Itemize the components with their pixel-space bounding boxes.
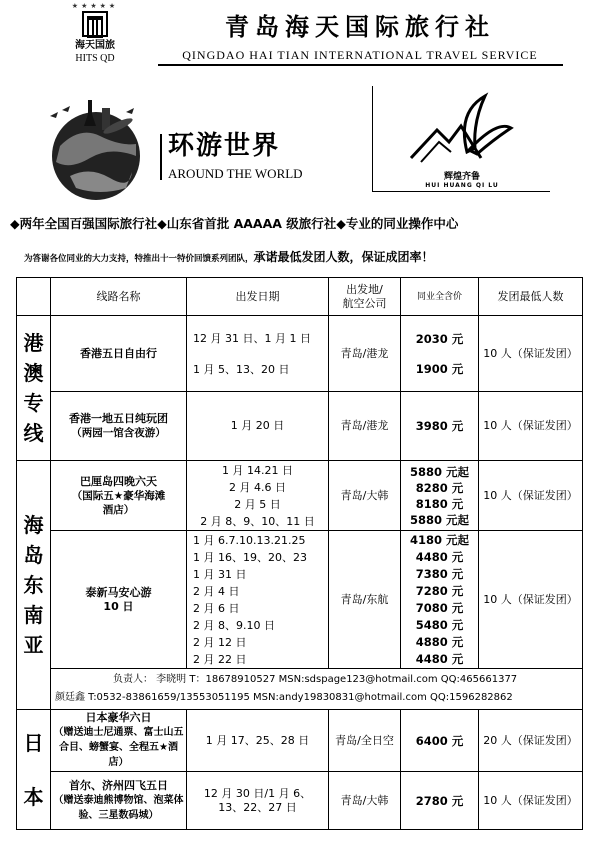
route-dates: 1 月 20 日 [187,392,329,461]
category-char: 澳 [23,361,44,385]
route-min: 10 人（保证发团） [479,772,583,830]
route-dates [187,772,329,830]
route-price [401,710,479,772]
route-subtitle: 酒店） [102,503,135,516]
banner-title-en: AROUND THE WORLD [168,166,303,181]
slogan-line: ◆两年全国百强国际旅行社◆山东省首批 AAAAA 级旅行社◆专业的同业操作中心 [10,216,459,231]
route-min: 10 人（保证发团） [479,461,583,531]
route-price [401,772,479,830]
contact-row [17,669,583,710]
contact-line: 颜廷鑫 T:0532-83861659/13553051195 MSN:andy19830831@hotmail.com QQ:1596282862 [55,692,513,703]
price-line: 5880 元起 [409,464,469,479]
category-char: 线 [23,421,44,445]
category-char: 专 [23,391,44,415]
table-row [17,392,583,461]
price-line: 6400 元 [415,733,464,748]
price-line: 4480 元 [415,549,464,564]
route-price [401,461,479,531]
header-origin-line1: 出发地/ [346,282,383,296]
date-line: 1 月 16、19、20、23 [193,550,307,564]
route-name [51,316,187,392]
price-line: 4480 元 [415,651,464,666]
date-line: 12 月 31 日、1 月 1 日 [193,331,311,345]
globe-icon [40,96,152,202]
category-char: 亚 [23,633,44,657]
route-origin: 青岛/港龙 [329,392,401,461]
route-origin: 青岛/大韩 [329,772,401,830]
date-line: 2 月 5 日 [234,497,281,511]
date-line: 2 月 8、9.10 日 [193,618,275,632]
partner-logo [372,86,550,192]
date-line: 1 月 14.21 日 [222,463,293,477]
banner-divider [160,134,162,180]
route-subtitle: （赠送迪士尼通票、富士山五合目、螃蟹宴、全程五★酒店） [53,727,184,768]
header-cat [17,278,51,316]
date-line: 1 月 31 日 [193,567,247,581]
date-line: 13、22、27 日 [218,800,297,814]
price-line: 7280 元 [415,583,464,598]
date-line: 2 月 8、9、10、11 日 [200,514,315,528]
category-char: 海 [23,513,44,537]
date-line: 2 月 4.6 日 [229,480,286,494]
price-line: 7080 元 [415,600,464,615]
route-title: 泰新马安心游 [85,585,152,599]
date-line: 1 月 5、13、20 日 [193,362,290,376]
price-line: 4880 元 [415,634,464,649]
route-title: 首尔、济州四飞五日 [69,778,168,792]
partner-name-en: HUI HUANG QI LU [425,182,499,189]
category-char: 南 [23,603,44,627]
route-name [51,531,187,669]
company-name-en: QINGDAO HAI TIAN INTERNATIONAL TRAVEL SERVICE [182,48,538,62]
butterfly-mountain-icon [407,92,517,168]
header-dates: 出发日期 [187,278,329,316]
route-title: 香港一地五日纯玩团 [69,412,168,425]
route-dates [187,461,329,531]
contact-line: 负责人： 李晓明 T：18678910527 MSN:sdspage123@hotmail.com QQ:465661377 [113,674,518,685]
tour-table [16,277,583,830]
category-sea [17,461,51,710]
contact-cell [51,669,583,710]
price-line: 8180 元 [415,496,464,511]
price-line: 5880 元起 [409,512,469,527]
header-min: 发团最低人数 [479,278,583,316]
route-price [401,316,479,392]
logo-stars: ★★★★★ [71,2,119,10]
price-line: 5480 元 [415,617,464,632]
price-line: 8280 元 [415,480,464,495]
route-price [401,392,479,461]
route-min: 10 人（保证发团） [479,316,583,392]
category-char: 本 [23,784,44,809]
route-min: 10 人（保证发团） [479,392,583,461]
notice-promise: 承诺最低发团人数，保证成团率！ [253,250,434,264]
notice-line [24,248,594,267]
logo-cn-text: 海天国旅 [75,40,115,51]
route-dates: 1 月 17、25、28 日 [187,710,329,772]
category-char: 日 [23,730,44,755]
route-title: 巴厘岛四晚六天 [80,474,157,488]
route-title: 香港五日自由行 [80,346,157,360]
route-name [51,710,187,772]
category-char: 东 [23,573,44,597]
route-name [51,392,187,461]
route-subtitle: 10 日 [103,599,134,613]
route-subtitle: （两园一馆含夜游） [71,427,166,439]
route-title: 日本豪华六日 [85,711,152,724]
category-jp [17,710,51,830]
table-row [17,772,583,830]
company-name-cn: 青岛海天国际旅行社 [225,12,495,41]
table-row [17,710,583,772]
table-row [17,316,583,392]
banner-title-cn: 环游世界 [168,131,281,161]
route-subtitle: （国际五★豪华海滩 [71,489,166,502]
route-name [51,772,187,830]
date-line: 12 月 30 日/1 月 6、 [203,786,312,800]
price-line: 2030 元 [415,331,464,346]
header-price: 同业全含价 [401,278,479,316]
route-origin: 青岛/东航 [329,531,401,669]
route-subtitle: （赠送泰迪熊博物馆、泡菜体验、三星数码城） [53,794,184,821]
header-divider [158,64,563,66]
logo-en-text: HITS QD [75,53,115,64]
route-min: 20 人（保证发团） [479,710,583,772]
route-origin: 青岛/港龙 [329,316,401,392]
date-line: 2 月 4 日 [193,584,240,598]
category-hk [17,316,51,461]
table-row [17,531,583,669]
category-char: 岛 [23,543,44,567]
company-logo [40,2,150,74]
route-min: 10 人（保证发团） [479,531,583,669]
header-route: 线路名称 [51,278,187,316]
partner-name-cn: 辉煌齐鲁 [443,172,480,182]
route-origin: 青岛/大韩 [329,461,401,531]
date-line: 2 月 12 日 [193,635,247,649]
header-origin [329,278,401,316]
route-price [401,531,479,669]
notice-intro: 为答谢各位同业的大力支持，特推出十一特价回馈系列团队， [24,254,254,264]
price-line: 3980 元 [415,419,464,433]
price-line: 2780 元 [415,793,464,808]
route-dates [187,316,329,392]
route-dates [187,531,329,669]
date-line: 2 月 22 日 [193,652,247,666]
table-header-row [17,278,583,316]
route-name [51,461,187,531]
price-line: 4180 元起 [409,532,469,547]
date-line: 1 月 6.7.10.13.21.25 [193,533,306,547]
date-line: 2 月 6 日 [193,601,240,615]
header-origin-line2: 航空公司 [342,296,387,310]
logo-mark-icon [82,11,108,37]
table-row [17,461,583,531]
price-line: 7380 元 [415,566,464,581]
price-line: 1900 元 [415,361,464,376]
category-char: 港 [23,331,44,355]
route-origin: 青岛/全日空 [329,710,401,772]
